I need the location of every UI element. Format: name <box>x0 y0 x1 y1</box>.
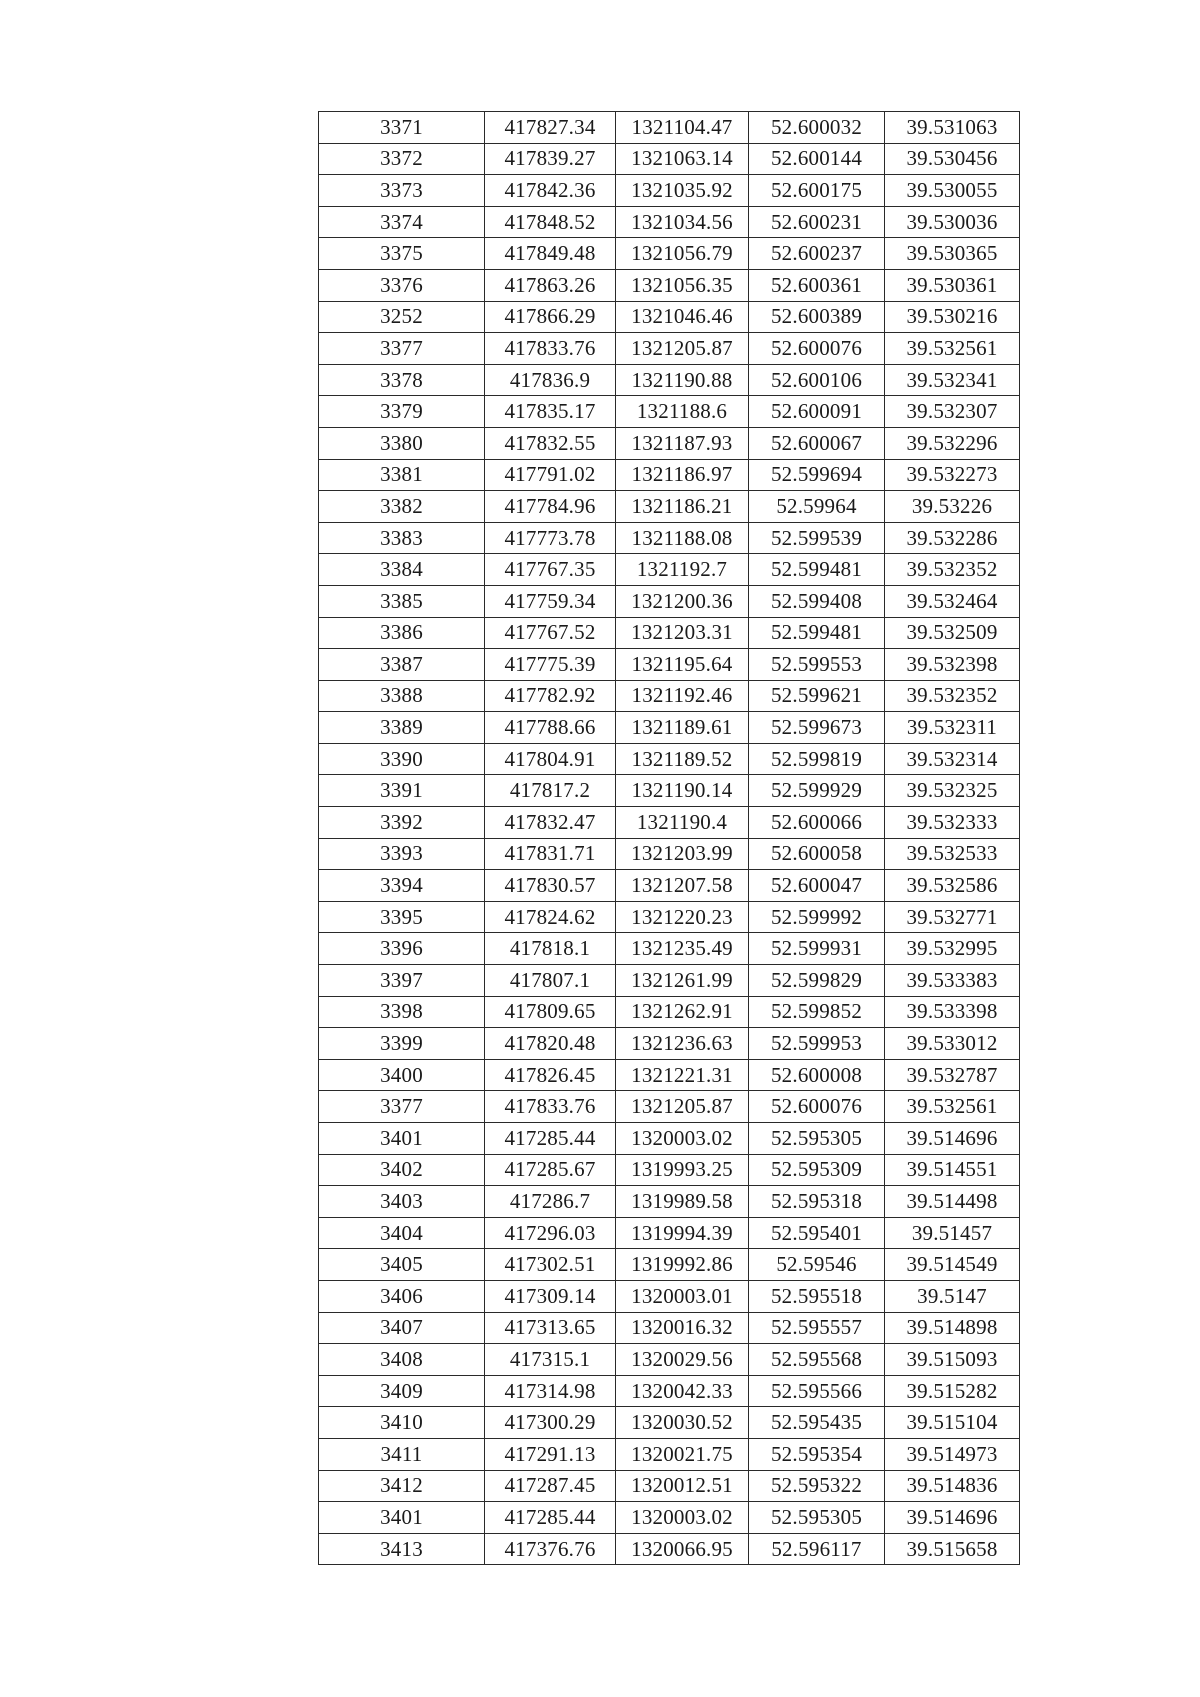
x-coordinate-cell: 417313.65 <box>485 1312 616 1344</box>
y-coordinate-cell: 1321189.61 <box>616 712 749 744</box>
point-number-cell: 3399 <box>319 1028 485 1060</box>
y-coordinate-cell: 1321221.31 <box>616 1059 749 1091</box>
latitude-cell: 52.599852 <box>749 996 885 1028</box>
point-number-cell: 3392 <box>319 807 485 839</box>
x-coordinate-cell: 417827.34 <box>485 112 616 144</box>
y-coordinate-cell: 1319992.86 <box>616 1249 749 1281</box>
table-row <box>319 1533 1020 1565</box>
y-coordinate-cell: 1321192.46 <box>616 680 749 712</box>
point-number-cell: 3382 <box>319 491 485 523</box>
table-row <box>319 1438 1020 1470</box>
longitude-cell: 39.514549 <box>885 1249 1020 1281</box>
point-number-cell: 3409 <box>319 1375 485 1407</box>
x-coordinate-cell: 417832.55 <box>485 427 616 459</box>
latitude-cell: 52.595435 <box>749 1407 885 1439</box>
y-coordinate-cell: 1320003.01 <box>616 1280 749 1312</box>
point-number-cell: 3384 <box>319 554 485 586</box>
table-row <box>319 1470 1020 1502</box>
longitude-cell: 39.532509 <box>885 617 1020 649</box>
latitude-cell: 52.595518 <box>749 1280 885 1312</box>
y-coordinate-cell: 1321035.92 <box>616 175 749 207</box>
longitude-cell: 39.514551 <box>885 1154 1020 1186</box>
x-coordinate-cell: 417286.7 <box>485 1186 616 1218</box>
point-number-cell: 3401 <box>319 1123 485 1155</box>
latitude-cell: 52.595305 <box>749 1502 885 1534</box>
point-number-cell: 3391 <box>319 775 485 807</box>
point-number-cell: 3404 <box>319 1217 485 1249</box>
latitude-cell: 52.600066 <box>749 807 885 839</box>
x-coordinate-cell: 417832.47 <box>485 807 616 839</box>
longitude-cell: 39.530456 <box>885 143 1020 175</box>
longitude-cell: 39.533398 <box>885 996 1020 1028</box>
latitude-cell: 52.599992 <box>749 901 885 933</box>
x-coordinate-cell: 417767.52 <box>485 617 616 649</box>
longitude-cell: 39.530036 <box>885 206 1020 238</box>
table-row <box>319 807 1020 839</box>
x-coordinate-cell: 417831.71 <box>485 838 616 870</box>
table-row <box>319 206 1020 238</box>
longitude-cell: 39.515282 <box>885 1375 1020 1407</box>
latitude-cell: 52.599553 <box>749 649 885 681</box>
point-number-cell: 3394 <box>319 870 485 902</box>
longitude-cell: 39.532561 <box>885 1091 1020 1123</box>
table-row <box>319 1249 1020 1281</box>
longitude-cell: 39.515104 <box>885 1407 1020 1439</box>
table-row <box>319 712 1020 744</box>
latitude-cell: 52.600361 <box>749 269 885 301</box>
point-number-cell: 3373 <box>319 175 485 207</box>
y-coordinate-cell: 1321262.91 <box>616 996 749 1028</box>
x-coordinate-cell: 417300.29 <box>485 1407 616 1439</box>
x-coordinate-cell: 417824.62 <box>485 901 616 933</box>
latitude-cell: 52.599481 <box>749 617 885 649</box>
longitude-cell: 39.532586 <box>885 870 1020 902</box>
y-coordinate-cell: 1321261.99 <box>616 965 749 997</box>
latitude-cell: 52.600067 <box>749 427 885 459</box>
table-row <box>319 522 1020 554</box>
y-coordinate-cell: 1321207.58 <box>616 870 749 902</box>
latitude-cell: 52.600231 <box>749 206 885 238</box>
latitude-cell: 52.599408 <box>749 585 885 617</box>
table-row <box>319 649 1020 681</box>
latitude-cell: 52.595322 <box>749 1470 885 1502</box>
table-row <box>319 1123 1020 1155</box>
latitude-cell: 52.595305 <box>749 1123 885 1155</box>
longitude-cell: 39.532464 <box>885 585 1020 617</box>
latitude-cell: 52.599694 <box>749 459 885 491</box>
x-coordinate-cell: 417866.29 <box>485 301 616 333</box>
x-coordinate-cell: 417773.78 <box>485 522 616 554</box>
point-number-cell: 3398 <box>319 996 485 1028</box>
y-coordinate-cell: 1321186.97 <box>616 459 749 491</box>
point-number-cell: 3252 <box>319 301 485 333</box>
table-row <box>319 1091 1020 1123</box>
point-number-cell: 3380 <box>319 427 485 459</box>
point-number-cell: 3374 <box>319 206 485 238</box>
y-coordinate-cell: 1321195.64 <box>616 649 749 681</box>
x-coordinate-cell: 417807.1 <box>485 965 616 997</box>
y-coordinate-cell: 1321190.14 <box>616 775 749 807</box>
latitude-cell: 52.59546 <box>749 1249 885 1281</box>
y-coordinate-cell: 1319989.58 <box>616 1186 749 1218</box>
x-coordinate-cell: 417835.17 <box>485 396 616 428</box>
longitude-cell: 39.533383 <box>885 965 1020 997</box>
table-row <box>319 459 1020 491</box>
latitude-cell: 52.596117 <box>749 1533 885 1565</box>
point-number-cell: 3383 <box>319 522 485 554</box>
point-number-cell: 3406 <box>319 1280 485 1312</box>
latitude-cell: 52.595568 <box>749 1344 885 1376</box>
latitude-cell: 52.599931 <box>749 933 885 965</box>
latitude-cell: 52.595557 <box>749 1312 885 1344</box>
longitude-cell: 39.532273 <box>885 459 1020 491</box>
longitude-cell: 39.532771 <box>885 901 1020 933</box>
x-coordinate-cell: 417767.35 <box>485 554 616 586</box>
point-number-cell: 3376 <box>319 269 485 301</box>
table-row <box>319 175 1020 207</box>
latitude-cell: 52.599481 <box>749 554 885 586</box>
table-row <box>319 901 1020 933</box>
latitude-cell: 52.600076 <box>749 333 885 365</box>
x-coordinate-cell: 417782.92 <box>485 680 616 712</box>
x-coordinate-cell: 417804.91 <box>485 743 616 775</box>
latitude-cell: 52.595309 <box>749 1154 885 1186</box>
table-row <box>319 838 1020 870</box>
y-coordinate-cell: 1321203.99 <box>616 838 749 870</box>
table-row <box>319 427 1020 459</box>
y-coordinate-cell: 1321203.31 <box>616 617 749 649</box>
longitude-cell: 39.514973 <box>885 1438 1020 1470</box>
longitude-cell: 39.532314 <box>885 743 1020 775</box>
x-coordinate-cell: 417784.96 <box>485 491 616 523</box>
x-coordinate-cell: 417863.26 <box>485 269 616 301</box>
point-number-cell: 3388 <box>319 680 485 712</box>
point-number-cell: 3393 <box>319 838 485 870</box>
latitude-cell: 52.600106 <box>749 364 885 396</box>
x-coordinate-cell: 417759.34 <box>485 585 616 617</box>
table-row <box>319 491 1020 523</box>
latitude-cell: 52.59964 <box>749 491 885 523</box>
point-number-cell: 3377 <box>319 1091 485 1123</box>
longitude-cell: 39.53226 <box>885 491 1020 523</box>
longitude-cell: 39.532995 <box>885 933 1020 965</box>
longitude-cell: 39.532341 <box>885 364 1020 396</box>
y-coordinate-cell: 1320012.51 <box>616 1470 749 1502</box>
point-number-cell: 3396 <box>319 933 485 965</box>
longitude-cell: 39.514696 <box>885 1502 1020 1534</box>
point-number-cell: 3402 <box>319 1154 485 1186</box>
latitude-cell: 52.600008 <box>749 1059 885 1091</box>
x-coordinate-cell: 417849.48 <box>485 238 616 270</box>
y-coordinate-cell: 1321236.63 <box>616 1028 749 1060</box>
x-coordinate-cell: 417817.2 <box>485 775 616 807</box>
x-coordinate-cell: 417285.44 <box>485 1502 616 1534</box>
x-coordinate-cell: 417788.66 <box>485 712 616 744</box>
table-row <box>319 743 1020 775</box>
x-coordinate-cell: 417309.14 <box>485 1280 616 1312</box>
table-row <box>319 965 1020 997</box>
latitude-cell: 52.600058 <box>749 838 885 870</box>
longitude-cell: 39.532398 <box>885 649 1020 681</box>
point-number-cell: 3395 <box>319 901 485 933</box>
point-number-cell: 3408 <box>319 1344 485 1376</box>
latitude-cell: 52.599673 <box>749 712 885 744</box>
table-body <box>319 112 1020 1565</box>
y-coordinate-cell: 1321235.49 <box>616 933 749 965</box>
table-row <box>319 1407 1020 1439</box>
longitude-cell: 39.532286 <box>885 522 1020 554</box>
table-row <box>319 1312 1020 1344</box>
point-number-cell: 3400 <box>319 1059 485 1091</box>
y-coordinate-cell: 1321190.88 <box>616 364 749 396</box>
table-row <box>319 1217 1020 1249</box>
latitude-cell: 52.599829 <box>749 965 885 997</box>
point-number-cell: 3389 <box>319 712 485 744</box>
x-coordinate-cell: 417848.52 <box>485 206 616 238</box>
latitude-cell: 52.600032 <box>749 112 885 144</box>
point-number-cell: 3377 <box>319 333 485 365</box>
x-coordinate-cell: 417833.76 <box>485 1091 616 1123</box>
x-coordinate-cell: 417791.02 <box>485 459 616 491</box>
point-number-cell: 3401 <box>319 1502 485 1534</box>
y-coordinate-cell: 1321104.47 <box>616 112 749 144</box>
x-coordinate-cell: 417826.45 <box>485 1059 616 1091</box>
point-number-cell: 3378 <box>319 364 485 396</box>
latitude-cell: 52.599929 <box>749 775 885 807</box>
latitude-cell: 52.599621 <box>749 680 885 712</box>
longitude-cell: 39.515658 <box>885 1533 1020 1565</box>
latitude-cell: 52.600175 <box>749 175 885 207</box>
point-number-cell: 3381 <box>319 459 485 491</box>
longitude-cell: 39.531063 <box>885 112 1020 144</box>
longitude-cell: 39.514898 <box>885 1312 1020 1344</box>
point-number-cell: 3411 <box>319 1438 485 1470</box>
x-coordinate-cell: 417376.76 <box>485 1533 616 1565</box>
x-coordinate-cell: 417314.98 <box>485 1375 616 1407</box>
y-coordinate-cell: 1321034.56 <box>616 206 749 238</box>
x-coordinate-cell: 417820.48 <box>485 1028 616 1060</box>
point-number-cell: 3403 <box>319 1186 485 1218</box>
table-row <box>319 554 1020 586</box>
x-coordinate-cell: 417836.9 <box>485 364 616 396</box>
x-coordinate-cell: 417285.44 <box>485 1123 616 1155</box>
x-coordinate-cell: 417287.45 <box>485 1470 616 1502</box>
longitude-cell: 39.532352 <box>885 680 1020 712</box>
longitude-cell: 39.515093 <box>885 1344 1020 1376</box>
latitude-cell: 52.599539 <box>749 522 885 554</box>
longitude-cell: 39.530055 <box>885 175 1020 207</box>
y-coordinate-cell: 1321205.87 <box>616 333 749 365</box>
y-coordinate-cell: 1321063.14 <box>616 143 749 175</box>
x-coordinate-cell: 417839.27 <box>485 143 616 175</box>
longitude-cell: 39.533012 <box>885 1028 1020 1060</box>
table-row <box>319 680 1020 712</box>
y-coordinate-cell: 1321200.36 <box>616 585 749 617</box>
latitude-cell: 52.600389 <box>749 301 885 333</box>
table-row <box>319 364 1020 396</box>
point-number-cell: 3371 <box>319 112 485 144</box>
longitude-cell: 39.532311 <box>885 712 1020 744</box>
point-number-cell: 3413 <box>319 1533 485 1565</box>
table-row <box>319 1375 1020 1407</box>
x-coordinate-cell: 417291.13 <box>485 1438 616 1470</box>
y-coordinate-cell: 1320003.02 <box>616 1123 749 1155</box>
table-row <box>319 269 1020 301</box>
latitude-cell: 52.600076 <box>749 1091 885 1123</box>
longitude-cell: 39.532787 <box>885 1059 1020 1091</box>
y-coordinate-cell: 1320042.33 <box>616 1375 749 1407</box>
longitude-cell: 39.514836 <box>885 1470 1020 1502</box>
y-coordinate-cell: 1321192.7 <box>616 554 749 586</box>
table-row <box>319 1186 1020 1218</box>
y-coordinate-cell: 1321056.79 <box>616 238 749 270</box>
table-row <box>319 112 1020 144</box>
x-coordinate-cell: 417302.51 <box>485 1249 616 1281</box>
y-coordinate-cell: 1321046.46 <box>616 301 749 333</box>
longitude-cell: 39.532333 <box>885 807 1020 839</box>
latitude-cell: 52.595354 <box>749 1438 885 1470</box>
longitude-cell: 39.532325 <box>885 775 1020 807</box>
y-coordinate-cell: 1321186.21 <box>616 491 749 523</box>
point-number-cell: 3375 <box>319 238 485 270</box>
latitude-cell: 52.600091 <box>749 396 885 428</box>
point-number-cell: 3385 <box>319 585 485 617</box>
y-coordinate-cell: 1320029.56 <box>616 1344 749 1376</box>
x-coordinate-cell: 417842.36 <box>485 175 616 207</box>
latitude-cell: 52.595318 <box>749 1186 885 1218</box>
longitude-cell: 39.532352 <box>885 554 1020 586</box>
longitude-cell: 39.532561 <box>885 333 1020 365</box>
x-coordinate-cell: 417315.1 <box>485 1344 616 1376</box>
point-number-cell: 3372 <box>319 143 485 175</box>
y-coordinate-cell: 1321220.23 <box>616 901 749 933</box>
latitude-cell: 52.600144 <box>749 143 885 175</box>
y-coordinate-cell: 1320016.32 <box>616 1312 749 1344</box>
point-number-cell: 3379 <box>319 396 485 428</box>
coordinates-table <box>318 111 1020 1565</box>
y-coordinate-cell: 1321189.52 <box>616 743 749 775</box>
point-number-cell: 3412 <box>319 1470 485 1502</box>
point-number-cell: 3386 <box>319 617 485 649</box>
table-row <box>319 617 1020 649</box>
y-coordinate-cell: 1320021.75 <box>616 1438 749 1470</box>
point-number-cell: 3405 <box>319 1249 485 1281</box>
longitude-cell: 39.530361 <box>885 269 1020 301</box>
y-coordinate-cell: 1321190.4 <box>616 807 749 839</box>
latitude-cell: 52.599819 <box>749 743 885 775</box>
table-row <box>319 933 1020 965</box>
longitude-cell: 39.530216 <box>885 301 1020 333</box>
y-coordinate-cell: 1320003.02 <box>616 1502 749 1534</box>
longitude-cell: 39.51457 <box>885 1217 1020 1249</box>
x-coordinate-cell: 417285.67 <box>485 1154 616 1186</box>
point-number-cell: 3390 <box>319 743 485 775</box>
table-row <box>319 143 1020 175</box>
table-row <box>319 1280 1020 1312</box>
table-row <box>319 1154 1020 1186</box>
table-row <box>319 301 1020 333</box>
x-coordinate-cell: 417830.57 <box>485 870 616 902</box>
point-number-cell: 3410 <box>319 1407 485 1439</box>
x-coordinate-cell: 417818.1 <box>485 933 616 965</box>
table-row <box>319 870 1020 902</box>
y-coordinate-cell: 1320066.95 <box>616 1533 749 1565</box>
latitude-cell: 52.595566 <box>749 1375 885 1407</box>
table-row <box>319 333 1020 365</box>
latitude-cell: 52.600237 <box>749 238 885 270</box>
table-row <box>319 396 1020 428</box>
latitude-cell: 52.600047 <box>749 870 885 902</box>
y-coordinate-cell: 1321205.87 <box>616 1091 749 1123</box>
table-row <box>319 238 1020 270</box>
y-coordinate-cell: 1320030.52 <box>616 1407 749 1439</box>
y-coordinate-cell: 1319993.25 <box>616 1154 749 1186</box>
x-coordinate-cell: 417775.39 <box>485 649 616 681</box>
table-row <box>319 775 1020 807</box>
x-coordinate-cell: 417296.03 <box>485 1217 616 1249</box>
y-coordinate-cell: 1319994.39 <box>616 1217 749 1249</box>
table-row <box>319 1502 1020 1534</box>
y-coordinate-cell: 1321187.93 <box>616 427 749 459</box>
longitude-cell: 39.514498 <box>885 1186 1020 1218</box>
x-coordinate-cell: 417809.65 <box>485 996 616 1028</box>
longitude-cell: 39.514696 <box>885 1123 1020 1155</box>
table-row <box>319 1059 1020 1091</box>
table-row <box>319 996 1020 1028</box>
longitude-cell: 39.532296 <box>885 427 1020 459</box>
latitude-cell: 52.595401 <box>749 1217 885 1249</box>
table-row <box>319 1344 1020 1376</box>
point-number-cell: 3387 <box>319 649 485 681</box>
longitude-cell: 39.532307 <box>885 396 1020 428</box>
latitude-cell: 52.599953 <box>749 1028 885 1060</box>
y-coordinate-cell: 1321188.6 <box>616 396 749 428</box>
x-coordinate-cell: 417833.76 <box>485 333 616 365</box>
table-row <box>319 585 1020 617</box>
point-number-cell: 3397 <box>319 965 485 997</box>
point-number-cell: 3407 <box>319 1312 485 1344</box>
table-row <box>319 1028 1020 1060</box>
y-coordinate-cell: 1321188.08 <box>616 522 749 554</box>
longitude-cell: 39.532533 <box>885 838 1020 870</box>
longitude-cell: 39.530365 <box>885 238 1020 270</box>
longitude-cell: 39.5147 <box>885 1280 1020 1312</box>
y-coordinate-cell: 1321056.35 <box>616 269 749 301</box>
